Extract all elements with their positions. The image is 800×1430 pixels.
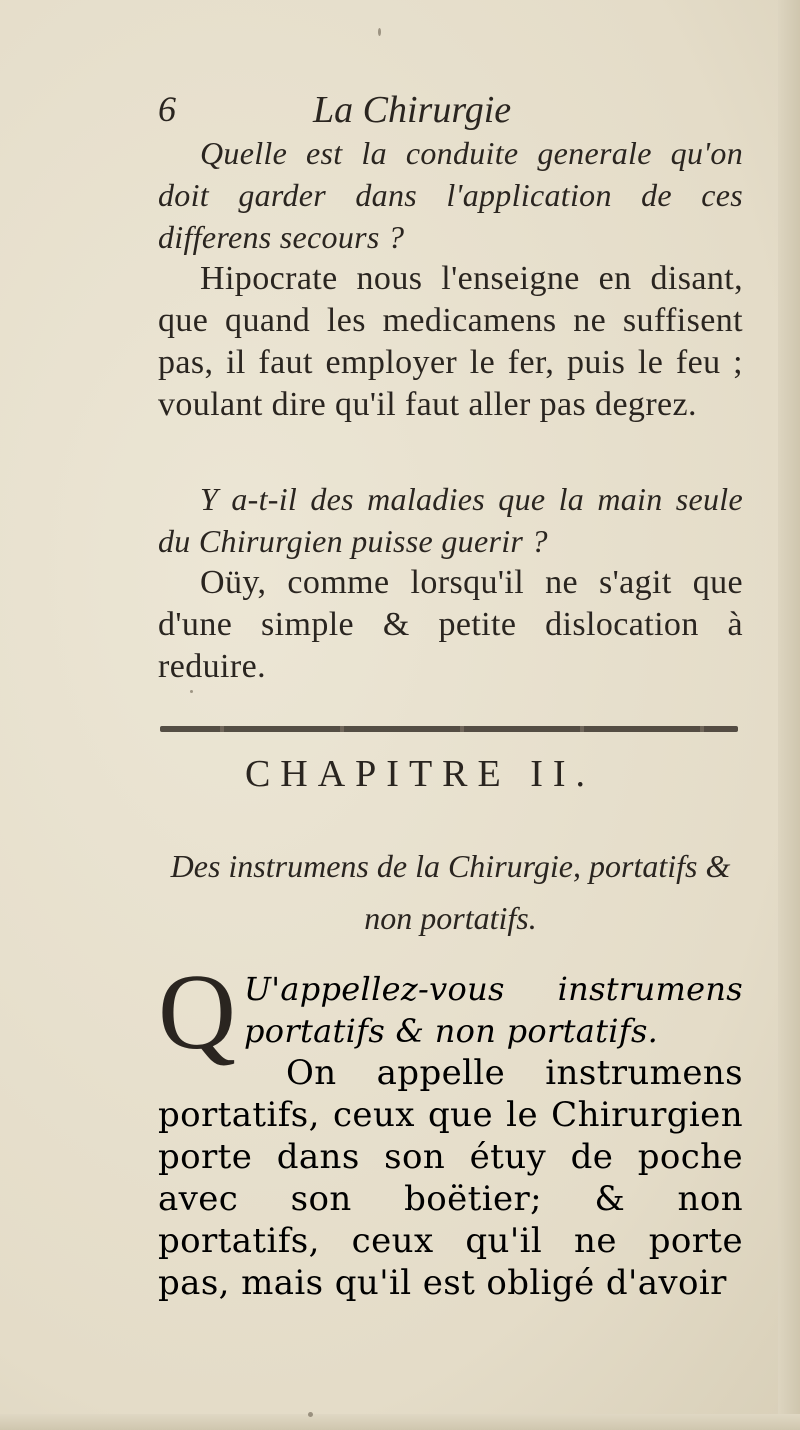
drop-cap: Q [158, 953, 236, 1072]
paper-speck [190, 690, 193, 693]
ornamental-rule [160, 726, 738, 732]
question-paragraph-2: Y a-t-il des maladies que la main seule du Chirurgien puisse guerir ? [158, 481, 743, 559]
answer-paragraph-2: Oüy, comme lorsqu'il ne s'agit que d'une simple & petite dislocation à reduire. [158, 564, 743, 685]
page-header [158, 88, 578, 138]
paper-speck [378, 28, 381, 36]
question-paragraph: Quelle est la conduite generale qu'on doit garder dans l'application de ces differens secours ? [158, 135, 743, 255]
page-number: 6 [158, 89, 176, 129]
answer-paragraph: Hipocrate nous l'enseigne en disant, que quand les medicamens ne suffisent pas, il faut employer le fer, puis le feu ; voulant dire qu'il faut aller pas degrez. [158, 260, 743, 423]
page-edge-right [778, 0, 800, 1430]
page-edge-bottom [0, 1414, 800, 1430]
chapter-question: U'appellez-vous instrumens portatifs & non portatifs. [244, 970, 743, 1050]
text-block-top [158, 132, 743, 426]
chapter-heading: CHAPITRE II. [244, 753, 596, 795]
chapter-subtitle: Des instrumens de la Chirurgie, portatifs & non portatifs. [170, 848, 731, 936]
text-block-middle [158, 478, 743, 688]
chapter-body [158, 953, 743, 1304]
paper-speck [308, 1412, 313, 1417]
chapter-answer: On appelle instrumens portatifs, ceux que le Chirurgien porte dans son étuy de poche avec son boëtier; & non portatifs, ceux qu'il ne porte pas, mais qu'il est obligé d'avoir [158, 1053, 743, 1303]
running-title: La Chirurgie [313, 89, 512, 131]
